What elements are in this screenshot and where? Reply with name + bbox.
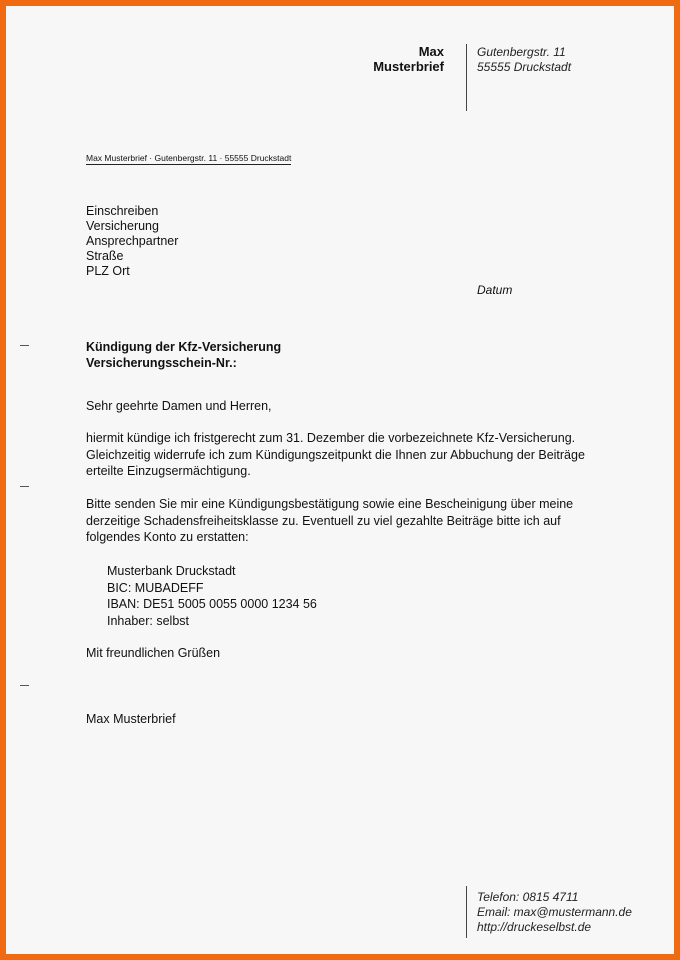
- footer-contact: [477, 890, 632, 935]
- sender-first-name: Max: [418, 44, 444, 59]
- recipient-line: Versicherung: [86, 219, 159, 233]
- recipient-line: Einschreiben: [86, 204, 159, 218]
- footer-phone: Telefon: 0815 4711: [477, 890, 579, 904]
- sender-name: [373, 44, 444, 74]
- subject: [86, 339, 281, 371]
- footer-website: http://druckeselbst.de: [477, 920, 592, 934]
- sender-address: [477, 45, 571, 75]
- header-divider: [466, 44, 467, 111]
- bank-bic: BIC: MUBADEFF: [107, 580, 204, 595]
- sender-last-name: Musterbrief: [373, 59, 444, 74]
- recipient-line: PLZ Ort: [86, 264, 130, 278]
- return-address-line: Max Musterbrief · Gutenbergstr. 11 · 55555 Druckstadt: [86, 153, 292, 163]
- paragraph-line: Gleichzeitig widerrufe ich zum Kündigungszeitpunkt die Ihnen zur Abbuchung der Beiträge: [86, 447, 585, 462]
- fold-mark-bottom: [20, 685, 29, 686]
- punch-mark: [20, 486, 29, 487]
- recipient-line: Ansprechpartner: [86, 234, 179, 248]
- subject-line: Versicherungsschein-Nr.:: [86, 356, 237, 370]
- paragraph-request: [86, 496, 626, 546]
- paragraph-line: hiermit kündige ich fristgerecht zum 31. Dezember die vorbezeichnete Kfz-Versicherung.: [86, 431, 576, 445]
- bank-holder: Inhaber: selbst: [107, 613, 189, 628]
- bank-iban: IBAN: DE51 5005 0055 0000 1234 56: [107, 597, 317, 611]
- date-field: Datum: [477, 283, 513, 297]
- subject-line: Kündigung der Kfz-Versicherung: [86, 340, 282, 354]
- paragraph-line: derzeitige Schadensfreiheitsklasse zu. Eventuell zu viel gezahlte Beiträge bitte ich auf: [86, 513, 561, 528]
- sender-city: 55555 Druckstadt: [477, 60, 572, 74]
- recipient-line: Straße: [86, 249, 124, 263]
- paragraph-line: folgendes Konto zu erstatten:: [86, 530, 249, 544]
- paragraph-termination: [86, 430, 626, 480]
- recipient-address: [86, 204, 178, 279]
- footer-divider: [466, 886, 467, 938]
- salutation: Sehr geehrte Damen und Herren,: [86, 399, 272, 413]
- footer-email: Email: max@mustermann.de: [477, 905, 632, 919]
- bank-name: Musterbank Druckstadt: [107, 564, 236, 578]
- bank-details: [107, 563, 317, 629]
- signature-name: Max Musterbrief: [86, 712, 176, 726]
- paragraph-line: Bitte senden Sie mir eine Kündigungsbestätigung sowie eine Bescheinigung über meine: [86, 497, 574, 511]
- closing: Mit freundlichen Grüßen: [86, 646, 221, 660]
- paragraph-line: erteilte Einzugsermächtigung.: [86, 464, 251, 478]
- fold-mark-top: [20, 345, 29, 346]
- sender-street: Gutenbergstr. 11: [477, 45, 566, 59]
